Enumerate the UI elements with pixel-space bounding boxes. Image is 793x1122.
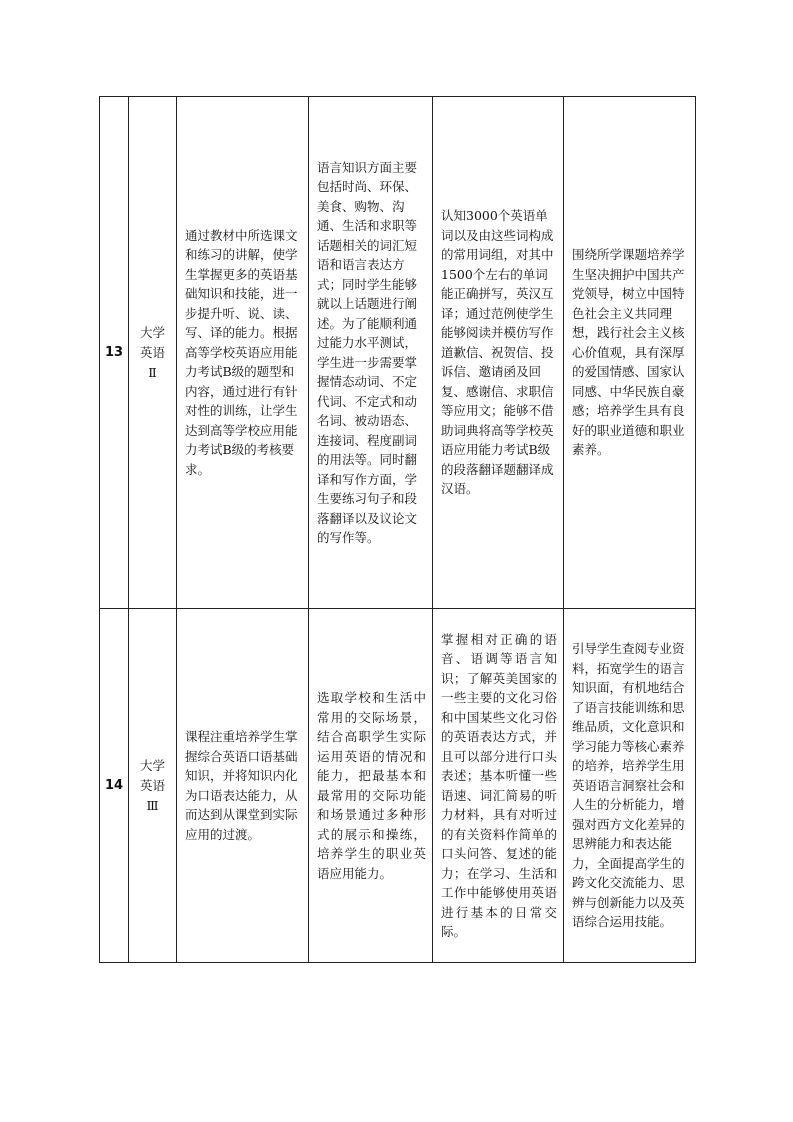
table-row: [100, 609, 696, 963]
objective-cell: [177, 609, 309, 963]
requirement-cell: [433, 609, 564, 963]
course-ideology: 围绕所学课题培养学生坚决拥护中国共产党领导，树立中国特色社会主义共同理想，践行社会主义核心价值观，具有深厚的爱国情感、国家认同感、中华民族自豪感；培养学生具有良好的职业道德和职业素养。: [572, 247, 685, 458]
course-name: [129, 97, 177, 609]
content-cell: [309, 609, 433, 963]
course-name: [129, 609, 177, 963]
course-objective: 通过教材中所选课文和练习的讲解，使学生掌握更多的英语基础知识和技能，进一步提升听、说、读、写、译的能力。根据高等学校英语应用能力考试B级的题型和内容，通过进行有针对性的训练，让学生达到高等学校应用能力考试B级的考核要求。: [185, 227, 298, 477]
ideology-cell: [564, 97, 696, 609]
ideology-cell: [564, 609, 696, 963]
course-name-line: Ⅲ: [146, 797, 159, 813]
course-requirement: 认知3000个英语单词以及由这些词构成的常用词组，对其中1500个左右的单词能正确拼写，英汉互译；通过范例使学生能够阅读并模仿写作道歉信、祝贺信、投诉信、邀请函及回复、感谢信、求职信等应用文；能够不借助词典将高等学校英语应用能力考试B级的段落翻译题翻译成汉语。: [441, 208, 554, 497]
course-content: 选取学校和生活中常用的交际场景，结合高职学生实际运用英语的情况和能力，把最基本和最常用的交际功能和场景通过多种形式的展示和操练，培养学生的职业英语应用能力。: [317, 690, 426, 881]
course-name-line: 英语: [139, 777, 165, 793]
requirement-cell: [433, 97, 564, 609]
course-name-line: 大学: [139, 324, 165, 340]
course-requirement: 掌握相对正确的语音、语调等语言知识；了解英美国家的一些主要的文化习俗和中国某些文化习俗的英语表达方式，并且可以部分进行口头表述；基本听懂一些语速、词汇简易的听力材料，具有对听过的有关资料作简单的口头问答、复述的能力；在学习、生活和工作中能够使用英语进行基本的日常交际。: [441, 631, 557, 939]
content-cell: [309, 97, 433, 609]
table-row: [100, 97, 696, 609]
course-content: 语言知识方面主要包括时尚、环保、美食、购物、沟通、生活和求职等话题相关的词汇短语和语言表达方式；同时学生能够就以上话题进行阐述。为了能顺利通过能力水平测试，学生进一步需要掌握情态动词、不定代词、不定式和动名词、被动语态、连接词、程度副词的用法等。同时翻译和写作方面，学生要练习句子和段落翻译以及议论文的写作等。: [317, 159, 418, 545]
objective-cell: [177, 97, 309, 609]
course-name-line: 英语: [139, 344, 165, 360]
course-table: [99, 96, 696, 963]
row-number: 14: [100, 609, 129, 963]
course-objective: 课程注重培养学生掌握综合英语口语基础知识，并将知识内化为口语表达能力，从而达到从课堂到实际应用的过渡。: [185, 729, 298, 842]
course-name-line: 大学: [139, 757, 165, 773]
course-ideology: 引导学生查阅专业资料，拓宽学生的语言知识面，有机地结合了语言技能训练和思维品质，文化意识和学习能力等核心素养的培养，培养学生用英语语言洞察社会和人生的分析能力，增强对西方文化差异的思辨能力和表达能力，全面提高学生的跨文化交流能力、思辨与创新能力以及英语综合运用技能。: [572, 641, 685, 930]
course-name-line: Ⅱ: [148, 364, 157, 380]
row-number: 13: [100, 97, 129, 609]
